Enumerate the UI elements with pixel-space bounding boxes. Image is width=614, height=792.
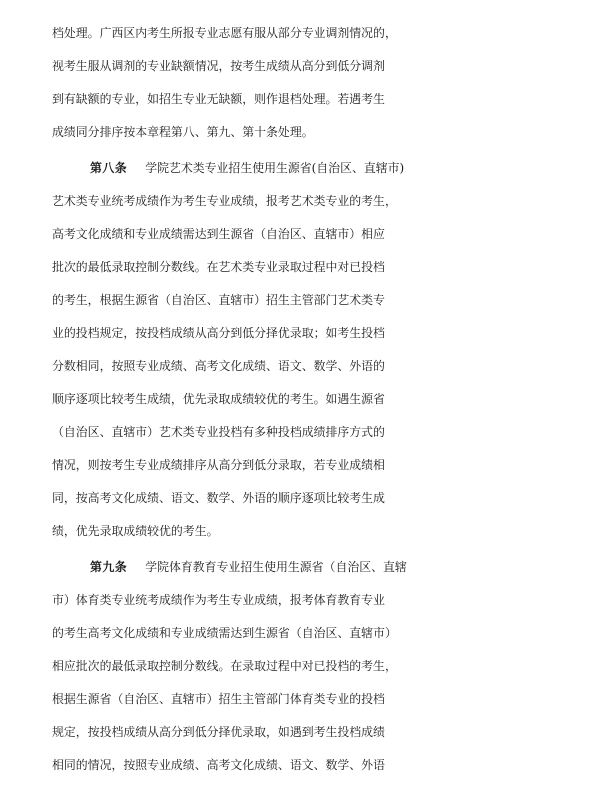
text-line: 视考生服从调剂的专业缺额情况，按考生成绩从高分到低分调剂	[52, 59, 385, 73]
text-line: 成绩同分排序按本章程第八、第九、第十条处理。	[52, 125, 314, 139]
article-9-first-line	[0, 555, 614, 579]
text-line: 市）体育类专业统考成绩作为考生专业成绩，报考体育教育专业	[52, 593, 385, 607]
text-line: 学院体育教育专业招生使用生源省（自治区、直辖	[145, 560, 407, 574]
text-line: 情况，则按考生专业成绩排序从高分到低分录取，若专业成绩相	[52, 458, 385, 472]
text-line: 的考生，根据生源省（自治区、直辖市）招生主管部门艺术类专	[52, 293, 385, 307]
article-8-heading: 第八条	[90, 161, 128, 175]
article-8-first-line	[0, 156, 614, 180]
text-line: 批次的最低录取控制分数线。在艺术类专业录取过程中对已投档	[52, 260, 385, 274]
text-line: 规定，按投档成绩从高分到低分择优录取，如遇到考生投档成绩	[52, 725, 385, 739]
text-line: 艺术类专业统考成绩作为考生专业成绩，报考艺术类专业的考生，	[52, 194, 397, 208]
text-line: 绩，优先录取成绩较优的考生。	[52, 524, 219, 538]
text-line: （自治区、直辖市）艺术类专业投档有多种投档成绩排序方式的	[52, 425, 385, 439]
text-line: 同，按高考文化成绩、语文、数学、外语的顺序逐项比较考生成	[52, 491, 385, 505]
text-line: 到有缺额的专业，如招生专业无缺额，则作退档处理。若遇考生	[52, 92, 385, 106]
text-line: 业的投档规定，按投档成绩从高分到低分择优录取；如考生投档	[52, 326, 385, 340]
text-line: 档处理。广西区内考生所报专业志愿有服从部分专业调剂情况的，	[52, 26, 397, 40]
text-line: 高考文化成绩和专业成绩需达到生源省（自治区、直辖市）相应	[52, 227, 385, 241]
text-line: 学院艺术类专业招生使用生源省(自治区、直辖市)	[145, 161, 405, 175]
article-9-heading: 第九条	[90, 560, 128, 574]
text-line: 的考生高考文化成绩和专业成绩需达到生源省（自治区、直辖市）	[52, 626, 397, 640]
text-line: 根据生源省（自治区、直辖市）招生主管部门体育类专业的投档	[52, 692, 385, 706]
text-line: 相应批次的最低录取控制分数线。在录取过程中对已投档的考生，	[52, 659, 397, 673]
text-line: 相同的情况，按照专业成绩、高考文化成绩、语文、数学、外语	[52, 758, 385, 772]
text-line: 分数相同，按照专业成绩、高考文化成绩、语文、数学、外语的	[52, 359, 385, 373]
text-line: 顺序逐项比较考生成绩，优先录取成绩较优的考生。如遇生源省	[52, 392, 385, 406]
